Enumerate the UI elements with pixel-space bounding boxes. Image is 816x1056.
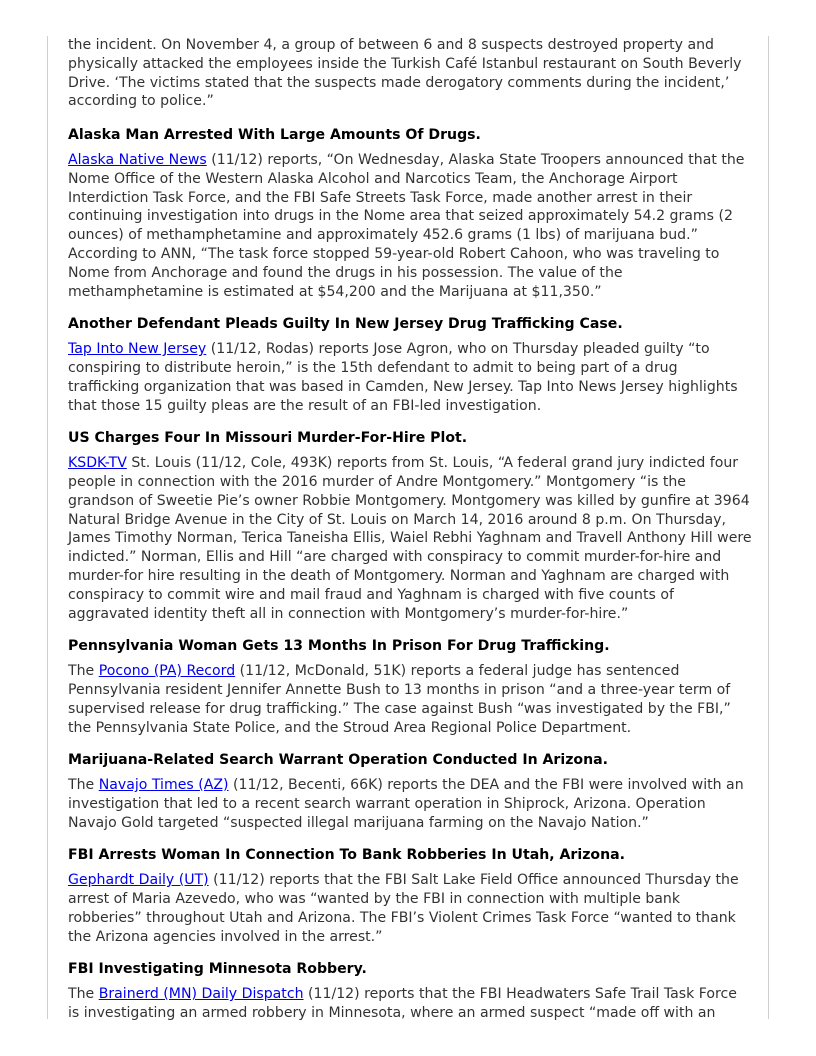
article-missouri-murder [68, 429, 752, 623]
article-text: (11/12, Becenti, 66K) reports the DEA and the FBI were involved with an investigation that led to a recent search warrant operation in Shiprock, Arizona. Operation Navajo Gold targeted “suspected illegal marijuana farming on the Navajo Nation.” [68, 777, 744, 831]
article-text: (11/12, Rodas) reports Jose Agron, who on Thursday pleaded guilty “to conspiring to distribute heroin,” is the 15th defendant to admit to being part of a drug trafficking organization that was based in Camden, New Jersey. Tap Into News Jersey highlights that those 15 guilty pleas are the result of an FBI-led investigation. [68, 341, 738, 414]
article-headline: FBI Investigating Minnesota Robbery. [68, 961, 367, 978]
article-headline: Pennsylvania Woman Gets 13 Months In Prison For Drug Trafficking. [68, 638, 610, 655]
article-prefix: The [68, 663, 99, 680]
article-body [68, 454, 752, 623]
article-body [68, 985, 752, 1023]
article-list [68, 36, 752, 1037]
intro-paragraph: the incident. On November 4, a group of between 6 and 8 suspects destroyed property and physically attacked the employees inside the Turkish Café Istanbul restaurant on South Beverly Drive. ‘The victims stated that the suspects made derogatory comments during the incident,’ according to police.” [68, 37, 742, 110]
left-margin-rule [47, 36, 48, 1019]
source-link-brainerd-dispatch[interactable]: Brainerd (MN) Daily Dispatch [98, 986, 304, 1003]
article-headline: US Charges Four In Missouri Murder-For-Hire Plot. [68, 430, 468, 447]
source-link-tap-into-new-jersey[interactable]: Tap Into New Jersey [68, 341, 207, 358]
article-bank-robberies [68, 846, 752, 946]
article-body [68, 776, 752, 832]
article-minnesota-robbery [68, 960, 752, 1022]
article-body [68, 151, 752, 301]
source-link-navajo-times[interactable]: Navajo Times (AZ) [98, 777, 229, 794]
source-link-ksdk-tv[interactable]: KSDK-TV [68, 455, 127, 472]
article-text: (11/12) reports that the FBI Headwaters Safe Trail Task Force is investigating an armed robbery in Minnesota, where an armed suspect “made off with an [68, 986, 737, 1022]
article-body [68, 662, 752, 737]
article-alaska-drugs [68, 126, 752, 301]
article-text: (11/12) reports, “On Wednesday, Alaska State Troopers announced that the Nome Office of the Western Alaska Alcohol and Narcotics Team, the Anchorage Airport Interdiction Task Force, and the FBI Safe Streets Task Force, made another arrest in their continuing investigation into drugs in the Nome area that seized approximately 54.2 grams (2 ounces) of methamphetamine and approximately 452.6 grams (1 lbs) of marijuana bud.” According to ANN, “The task force stopped 59-year-old Robert Cahoon, who was traveling to Nome from Anchorage and found the drugs in his possession. The value of the methamphetamine is estimated at $54,200 and the Marijuana at $11,350.” [68, 151, 745, 300]
article-prefix: The [68, 777, 99, 794]
article-body [68, 871, 752, 946]
right-margin-rule [768, 36, 769, 1019]
article-text: (11/12, McDonald, 51K) reports a federal judge has sentenced Pennsylvania resident Jennifer Annette Bush to 13 months in prison “and a three-year term of supervised release for drug trafficking.” The case against Bush “was investigated by the FBI,” the Pennsylvania State Police, and the Stroud Area Regional Police Department. [68, 663, 731, 736]
article-pennsylvania-sentence [68, 637, 752, 737]
article-headline: Another Defendant Pleads Guilty In New Jersey Drug Trafficking Case. [68, 316, 623, 333]
article-headline: FBI Arrests Woman In Connection To Bank Robberies In Utah, Arizona. [68, 847, 625, 864]
article-body [68, 340, 752, 415]
source-link-pocono-record[interactable]: Pocono (PA) Record [98, 663, 236, 680]
source-link-gephardt-daily[interactable]: Gephardt Daily (UT) [68, 872, 209, 889]
article-nj-drug-trafficking [68, 315, 752, 415]
article-text: (11/12) reports that the FBI Salt Lake Field Office announced Thursday the arrest of Maria Azevedo, who was “wanted by the FBI in connection with multiple bank robberies” throughout Utah and Arizona. The FBI’s Violent Crimes Task Force “wanted to thank the Arizona agencies involved in the arrest.” [68, 872, 739, 945]
article-arizona-search-warrant [68, 751, 752, 832]
article-headline: Alaska Man Arrested With Large Amounts Of Drugs. [68, 127, 481, 144]
article-text: St. Louis (11/12, Cole, 493K) reports from St. Louis, “A federal grand jury indicted four people in connection with the 2016 murder of Andre Montgomery.” Montgomery “is the grandson of Sweetie Pie’s owner Robbie Montgomery. Montgomery was killed by gunfire at 3964 Natural Bridge Avenue in the City of St. Louis on March 14, 2016 around 8 p.m. On Thursday, James Timothy Norman, Terica Taneisha Ellis, Waiel Rebhi Yaghnam and Travell Anthony Hill were indicted.” Norman, Ellis and Hill “are charged with conspiracy to commit murder-for-hire and murder-for hire resulting in the death of Montgomery. Norman and Yaghnam are charged with conspiracy to commit wire and mail fraud and Yaghnam is charged with five counts of aggravated identity theft all in connection with Montgomery’s murder-for-hire.” [68, 455, 752, 622]
article-prefix: The [68, 986, 99, 1003]
article-headline: Marijuana-Related Search Warrant Operation Conducted In Arizona. [68, 752, 609, 769]
source-link-alaska-native-news[interactable]: Alaska Native News [68, 151, 207, 168]
